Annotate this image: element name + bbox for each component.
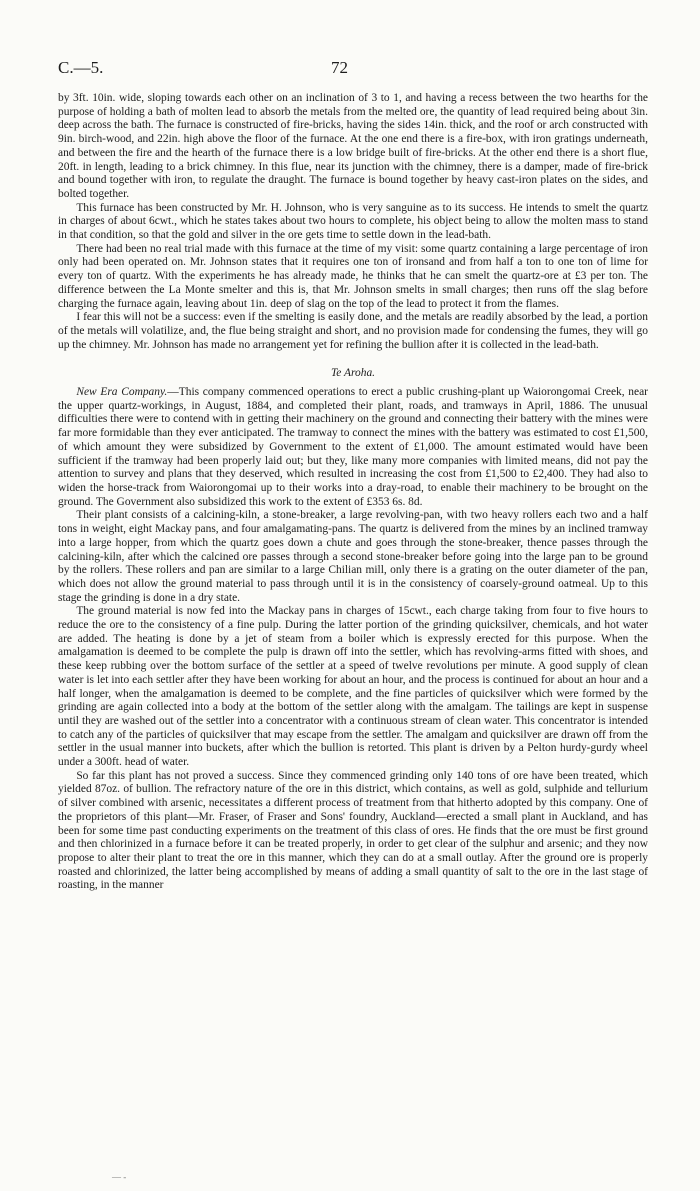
run-in-heading: New Era Company. <box>76 386 168 399</box>
paragraph: The ground material is now fed into the Mackay pans in charges of 15cwt., each charge taking from four to five hours to reduce the ore to the consistency of a fine pulp. During the latter portion of the grinding quicksilver, chemicals, and hot water are added. The heating is done by a jet of steam from a boiler which is expressly erected for this purpose. When the amalgamation is deemed to be complete the pulp is drawn off into the settler, which has revolving-arms fitted with shoes, and these keep rubbing over the bottom surface of the settler at a speed of twelve revolutions per minute. A good supply of clean water is let into each settler after they have been working for about an hour, and the process is continued for about an hour and a half longer, when the amalgamation is deemed to be complete, and the fine particles of quicksilver which were formed by the grinding are again collected into a body at the bottom of the settler along with the amalgam. The tailings are kept in suspense until they are washed out of the settler into a concentrator with a continuous stream of clean water. This concentrator is intended to catch any of the particles of quicksilver that may escape from the settler. The amalgam and quicksilver are drawn off from the settler in the usual manner into buckets, after which the bullion is retorted. This plant is driven by a Pelton hurdy-gurdy wheel under a 300ft. head of water. <box>58 605 648 769</box>
paragraph: This furnace has been constructed by Mr. H. Johnson, who is very sanguine as to its success. He intends to smelt the quartz in charges of about 6cwt., which he states takes about two hours to complete, his object being to allow the molten mass to stand in that condition, so that the gold and silver in the ore gets time to settle down in the lead-bath. <box>58 201 648 242</box>
paragraph: by 3ft. 10in. wide, sloping towards each other on an inclination of 3 to 1, and having a recess between the two hearths for the purpose of holding a bath of molten lead to absorb the metals from the melted ore, the quantity of lead required being about 3in. deep across the bath. The furnace is constructed of fire-bricks, having the sides 14in. thick, and the roof or arch constructed with 9in. birch-wood, and 22in. high above the floor of the furnace. At the one end there is a fire-box, with iron gratings underneath, and between the fire and the hearth of the furnace there is a low bridge built of fire-bricks. At the other end there is a short flue, 20ft. in length, leading to a brick chimney. In this flue, near its junction with the chimney, there is a damper, made of fire-brick and bound together with iron, to regulate the draught. The furnace is bound together by heavy cast-iron plates on the sides, and bolted together. <box>58 92 648 200</box>
page-header <box>58 58 648 82</box>
footer-mark: — - <box>112 1172 127 1182</box>
paragraph: There had been no real trial made with this furnace at the time of my visit: some quartz containing a large percentage of iron only had been operated on. Mr. Johnson states that it requires one ton of ironsand and from half a ton to one ton of lime for every ton of quartz. With the experiments he has already made, he thinks that he can smelt the quartz-ore at £3 per ton. The difference between the La Monte smelter and this is, that Mr. Johnson smelts in small charges; then runs off the slag before charging the furnace again, leaving about 1in. deep of slag on the top of the lead to protect it from the flames. <box>58 242 648 310</box>
page-body <box>58 92 648 893</box>
paragraph: Their plant consists of a calcining-kiln, a stone-breaker, a large revolving-pan, with two heavy rollers each two and a half tons in weight, eight Mackay pans, and four amalgamating-pans. The quartz is delivered from the mines by an inclined tramway into a large hopper, from which the quartz goes down a chute and goes through the stone-breaker, thence passes through the calcining-kiln, after which the calcined ore passes through a second stone-breaker before going into the large pan to be ground by the rollers. These rollers and pan are similar to a large Chilian mill, only there is a grating on the outer diameter of the pan, which does not allow the ground material to pass through until it is in the consistency of coarsely-ground oatmeal. Up to this stage the grinding is done in a dry state. <box>58 509 648 604</box>
paragraph: So far this plant has not proved a success. Since they commenced grinding only 140 tons of ore have been treated, which yielded 87oz. of bullion. The refractory nature of the ore in this district, which contains, as well as gold, sulphide and tellurium of silver combined with arsenic, necessitates a different process of treatment from that hitherto adopted by this company. One of the proprietors of this plant—Mr. Fraser, of Fraser and Sons' foundry, Auckland—erected a small plant in Auckland, and has been for some time past conducting experiments on the treatment of this class of ores. He finds that the ore must be first ground and then chlorinized in a furnace before it can be treated properly, in order to get clear of the sulphur and arsenic; and they now propose to alter their plant to treat the ore in this manner, which they can do at a small outlay. After the ground ore is properly roasted and chlorinized, the latter being accomplished by means of adding a small quantity of salt to the ore in the last stage of roasting, in the manner <box>58 769 648 892</box>
paragraph: I fear this will not be a success: even if the smelting is easily done, and the metals are readily absorbed by the lead, a portion of the metals will volatilize, and, the flue being straight and short, and no provision made for condensing the fumes, they will go up the chimney. Mr. Johnson has made no arrangement yet for refining the bullion after it is collected in the lead-bath. <box>58 311 648 351</box>
page-number: 72 <box>331 58 348 77</box>
document-reference: C.—5. <box>58 58 104 77</box>
section-heading: Te Aroha. <box>330 367 376 380</box>
paragraph <box>58 386 648 509</box>
paragraph-text: —This company commenced operations to erect a public crushing-plant up Waiorongomai Creek, near the upper quartz-workings, in August, 1884, and completed their plant, roads, and tramways in April, 1886. The unusual difficulties there were to contend with in getting their machinery on the ground and connecting their battery with the mines were far more formidable than they ever anticipated. The tramway to connect the mines with the battery was estimated to cost £1,500, of which amount they were subsidized by Government to the extent of £1,000. The amount estimated would have been sufficient if the tramway had been properly laid out; but they, like many more companies with limited means, did not pay the attention to survey and plans that they deserved, which resulted in increasing the cost from £1,500 to £2,400. They had also to widen the horse-track from Waiorongomai up to their works into a dray-road, to enable their machinery to be brought on the ground. The Government also subsidized this work to the extent of £353 6s. 8d. <box>58 386 648 508</box>
